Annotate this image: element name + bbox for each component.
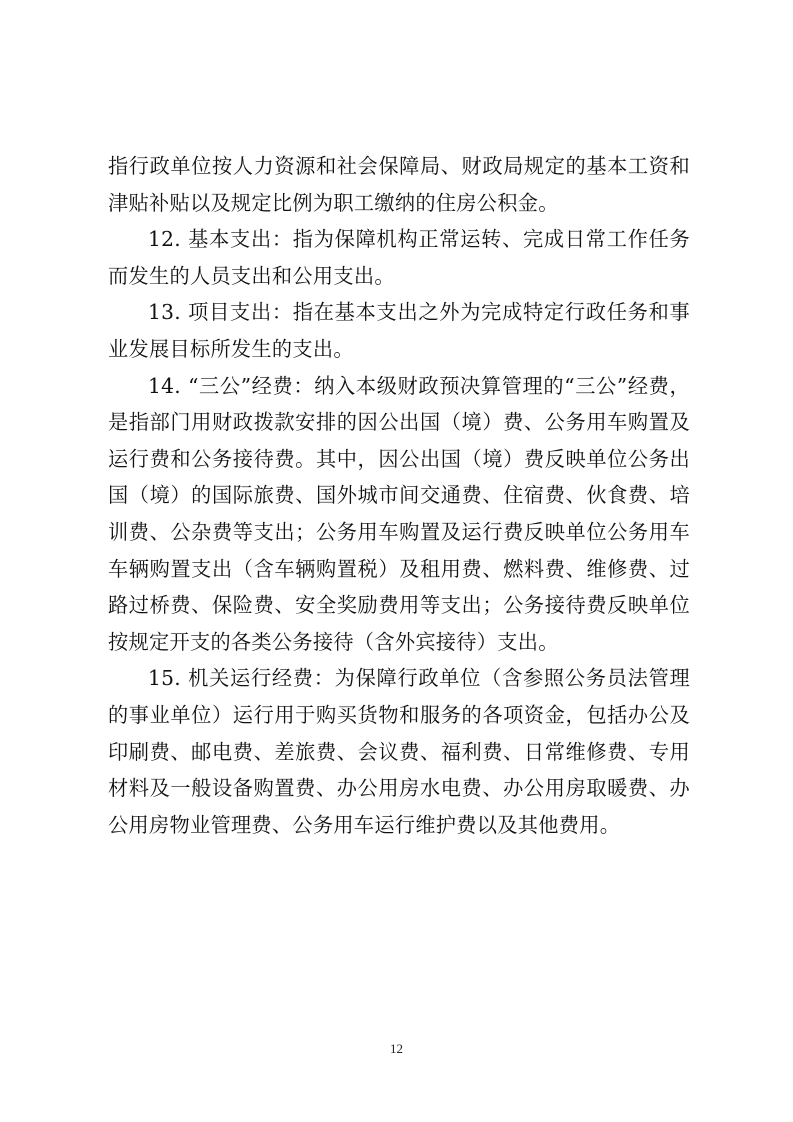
document-body <box>108 148 690 843</box>
paragraph-operating-funds: 15. 机关运行经费：为保障行政单位（含参照公务员法管理的事业单位）运行用于购买货物和服务的各项资金，包括办公及印刷费、邮电费、差旅费、会议费、福利费、日常维修费、专用材料及一般设备购置费、办公用房水电费、办公用房取暖费、办公用房物业管理费、公务用车运行维护费以及其他费用。 <box>108 666 690 837</box>
paragraph-three-public-funds: 14. “三公”经费：纳入本级财政预决算管理的“三公”经费，是指部门用财政拨款安排的因公出国（境）费、公务用车购置及运行费和公务接待费。其中，因公出国（境）费反映单位公务出国（境）的国际旅费、国外城市间交通费、住宿费、伙食费、培训费、公杂费等支出；公务用车购置及运行费反映单位公务用车车辆购置支出（含车辆购置税）及租用费、燃料费、维修费、过路过桥费、保险费、安全奖励费用等支出；公务接待费反映单位按规定开支的各类公务接待（含外宾接待）支出。 <box>108 373 690 654</box>
paragraph-basic-expenditure: 12. 基本支出：指为保障机构正常运转、完成日常工作任务而发生的人员支出和公用支出。 <box>108 227 690 288</box>
paragraph-project-expenditure: 13. 项目支出：指在基本支出之外为完成特定行政任务和事业发展目标所发生的支出。 <box>108 300 690 361</box>
paragraph-continuation: 指行政单位按人力资源和社会保障局、财政局规定的基本工资和津贴补贴以及规定比例为职工缴纳的住房公积金。 <box>108 154 690 215</box>
page-number: 12 <box>390 1041 403 1056</box>
